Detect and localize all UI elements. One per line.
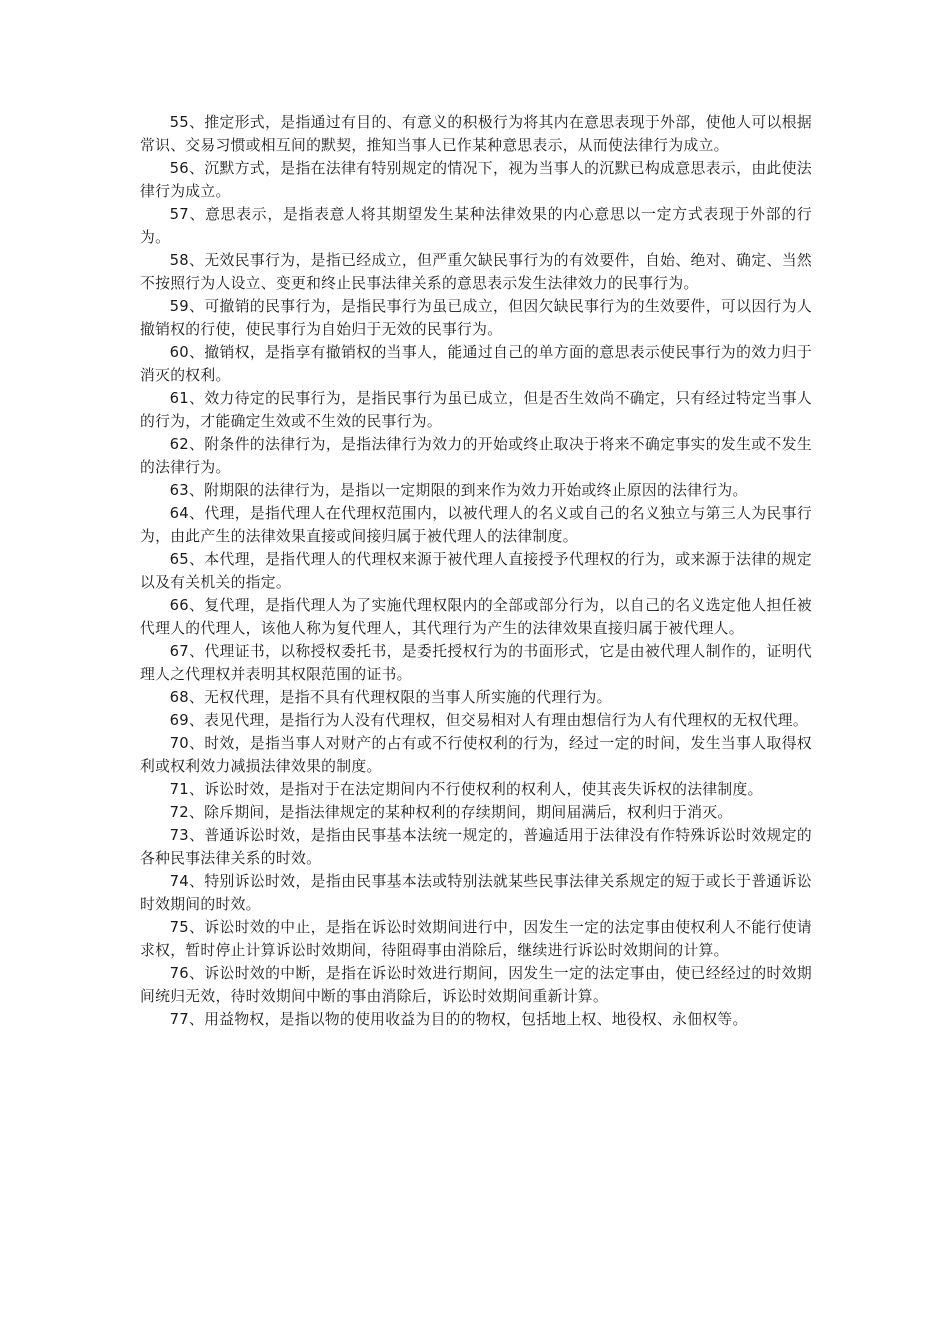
definition-paragraph-66: 66、复代理，是指代理人为了实施代理权限内的全部或部分行为，以自己的名义选定他人担任被代理人的代理人，该他人称为复代理人，其代理行为产生的法律效果直接归属于被代理人。 bbox=[140, 597, 812, 637]
definition-paragraph-62: 62、附条件的法律行为，是指法律行为效力的开始或终止取决于将来不确定事实的发生或不发生的法律行为。 bbox=[140, 436, 812, 476]
definition-paragraph-65: 65、本代理，是指代理人的代理权来源于被代理人直接授予代理权的行为，或来源于法律的规定以及有关机关的指定。 bbox=[140, 551, 812, 591]
definition-paragraph-71: 71、诉讼时效，是指对于在法定期间内不行使权利的权利人，使其丧失诉权的法律制度。 bbox=[169, 781, 763, 798]
definition-paragraph-63: 63、附期限的法律行为，是指以一定期限的到来作为效力开始或终止原因的法律行为。 bbox=[169, 482, 748, 499]
definition-paragraph-67: 67、代理证书，以称授权委托书，是委托授权行为的书面形式，它是由被代理人制作的，证明代理人之代理权并表明其权限范围的证书。 bbox=[140, 643, 812, 683]
definition-paragraph-76: 76、诉讼时效的中断，是指在诉讼时效进行期间，因发生一定的法定事由，使已经经过的时效期间统归无效，待时效期间中断的事由消除后，诉讼时效期间重新计算。 bbox=[140, 965, 812, 1005]
definition-paragraph-77: 77、用益物权，是指以物的使用收益为目的的物权，包括地上权、地役权、永佃权等。 bbox=[169, 1011, 748, 1028]
definition-paragraph-55: 55、推定形式，是指通过有目的、有意义的积极行为将其内在意思表现于外部，使他人可以根据常识、交易习惯或相互间的默契，推知当事人已作某种意思表示，从而使法律行为成立。 bbox=[140, 114, 812, 154]
definition-paragraph-60: 60、撤销权，是指享有撤销权的当事人，能通过自己的单方面的意思表示使民事行为的效力归于消灭的权利。 bbox=[140, 344, 812, 384]
definition-paragraph-61: 61、效力待定的民事行为，是指民事行为虽已成立，但是否生效尚不确定，只有经过特定当事人的行为，才能确定生效或不生效的民事行为。 bbox=[140, 390, 812, 430]
definition-paragraph-56: 56、沉默方式，是指在法律有特别规定的情况下，视为当事人的沉默已构成意思表示，由此使法律行为成立。 bbox=[140, 160, 812, 200]
definition-paragraph-74: 74、特别诉讼时效，是指由民事基本法或特别法就某些民事法律关系规定的短于或长于普通诉讼时效期间的时效。 bbox=[140, 873, 812, 913]
definition-paragraph-64: 64、代理，是指代理人在代理权范围内，以被代理人的名义或自己的名义独立与第三人为民事行为，由此产生的法律效果直接或间接归属于被代理人的法律制度。 bbox=[140, 505, 812, 545]
document-body bbox=[140, 111, 812, 1031]
definition-paragraph-73: 73、普通诉讼时效，是指由民事基本法统一规定的，普遍适用于法律没有作特殊诉讼时效规定的各种民事法律关系的时效。 bbox=[140, 827, 812, 867]
definition-paragraph-70: 70、时效，是指当事人对财产的占有或不行使权利的行为，经过一定的时间，发生当事人取得权利或权利效力减损法律效果的制度。 bbox=[140, 735, 812, 775]
definition-paragraph-69: 69、表见代理，是指行为人没有代理权，但交易相对人有理由想信行为人有代理权的无权代理。 bbox=[169, 712, 808, 729]
definition-paragraph-57: 57、意思表示，是指表意人将其期望发生某种法律效果的内心意思以一定方式表现于外部的行为。 bbox=[140, 206, 812, 246]
definition-paragraph-72: 72、除斥期间，是指法律规定的某种权利的存续期间，期间届满后，权利归于消灭。 bbox=[169, 804, 733, 821]
definition-paragraph-68: 68、无权代理，是指不具有代理权限的当事人所实施的代理行为。 bbox=[169, 689, 612, 706]
definition-paragraph-59: 59、可撤销的民事行为，是指民事行为虽已成立，但因欠缺民事行为的生效要件，可以因行为人撤销权的行使，使民事行为自始归于无效的民事行为。 bbox=[140, 298, 812, 338]
definition-paragraph-58: 58、无效民事行为，是指已经成立，但严重欠缺民事行为的有效要件，自始、绝对、确定、当然不按照行为人设立、变更和终止民事法律关系的意思表示发生法律效力的民事行为。 bbox=[140, 252, 812, 292]
definition-paragraph-75: 75、诉讼时效的中止，是指在诉讼时效期间进行中，因发生一定的法定事由使权利人不能行使请求权，暂时停止计算诉讼时效期间，待阻碍事由消除后，继续进行诉讼时效期间的计算。 bbox=[140, 919, 812, 959]
